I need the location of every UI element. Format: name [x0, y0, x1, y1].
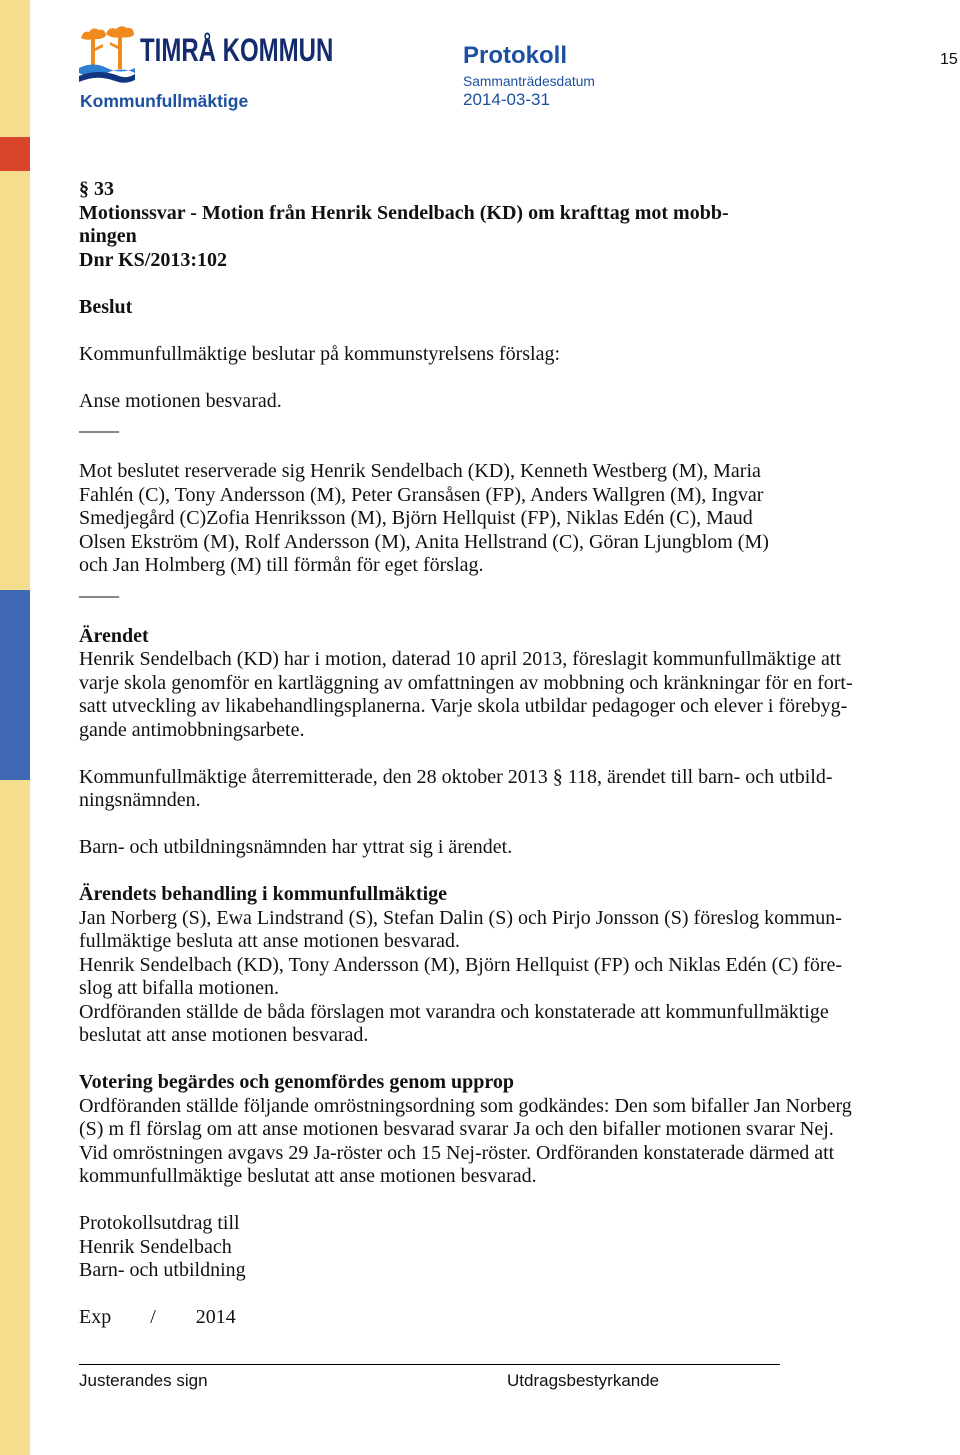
- trees-logo-icon: [79, 24, 135, 86]
- reservation-line: Smedjegård (C)Zofia Henriksson (M), Björn Hellquist (FP), Niklas Edén (C), Maud: [79, 507, 753, 529]
- distribution-heading: Protokollsutdrag till: [79, 1212, 240, 1234]
- vote-line: (S) m fl förslag om att anse motionen besvarad svarar Ja och den bifaller motionen svarar Nej.: [79, 1118, 834, 1140]
- case-line: gande antimobbningsarbete.: [79, 718, 305, 741]
- paragraph-title-line: Motionssvar - Motion från Henrik Sendelbach (KD) om krafttag mot mobb-: [79, 201, 729, 224]
- separator-line: ____: [79, 413, 119, 435]
- treatment-line: Ordföranden ställde de båda förslagen mot varandra och konstaterade att kommunfullmäktige: [79, 1000, 829, 1023]
- committee-name: Kommunfullmäktige: [80, 91, 249, 111]
- blank-line: [79, 601, 939, 625]
- blank-line: [79, 272, 939, 296]
- case-line: Henrik Sendelbach (KD) har i motion, daterad 10 april 2013, föreslagit kommunfullmäktige att: [79, 648, 842, 670]
- blank-line: [79, 319, 939, 343]
- case-line: Kommunfullmäktige återremitterade, den 28 oktober 2013 § 118, ärendet till barn- och utbild-: [79, 765, 833, 788]
- meeting-date: 2014-03-31: [463, 90, 550, 109]
- vote-line: Vid omröstningen avgavs 29 Ja-röster och 15 Nej-röster. Ordföranden konstaterade därmed att: [79, 1141, 835, 1164]
- blank-line: [79, 1048, 939, 1072]
- case-line: Barn- och utbildningsnämnden har yttrat sig i ärendet.: [79, 836, 513, 858]
- case-number: Dnr KS/2013:102: [79, 248, 227, 271]
- treatment-line: Henrik Sendelbach (KD), Tony Andersson (M), Björn Hellquist (FP) och Niklas Edén (C) före-: [79, 953, 843, 976]
- treatment-line: slog att bifalla motionen.: [79, 977, 279, 999]
- document-type: Protokoll: [463, 42, 568, 69]
- paragraph-number: § 33: [79, 178, 114, 200]
- distribution-recipient: Barn- och utbildning: [79, 1259, 246, 1281]
- vote-line: kommunfullmäktige beslutat att anse motionen besvarad.: [79, 1165, 537, 1187]
- reservation-line: Mot beslutet reserverade sig Henrik Sendelbach (KD), Kenneth Westberg (M), Maria: [79, 460, 761, 482]
- reservation-line: och Jan Holmberg (M) till förmån för eget förslag.: [79, 554, 484, 576]
- footer-rule: [79, 1364, 780, 1365]
- decision-text: Anse motionen besvarad.: [79, 389, 282, 412]
- distribution-recipient: Henrik Sendelbach: [79, 1235, 232, 1258]
- color-strip: [0, 0, 30, 1455]
- treatment-heading: Ärendets behandling i kommunfullmäktige: [79, 883, 448, 905]
- blank-line: [79, 1189, 939, 1213]
- vote-line: Ordföranden ställde följande omröstningsordning som godkändes: Den som bifaller Jan Norberg: [79, 1094, 852, 1117]
- meeting-date-label: Sammanträdesdatum: [463, 74, 595, 89]
- dispatch-line: [79, 1306, 939, 1330]
- blank-line: [79, 1283, 939, 1307]
- vote-heading: Votering begärdes och genomfördes genom upprop: [79, 1071, 515, 1093]
- dispatch-label: Exp: [79, 1306, 112, 1328]
- footer-adjusters-sign: Justerandes sign: [79, 1371, 208, 1390]
- municipality-logo: [79, 24, 135, 86]
- protocol-body: [79, 178, 939, 1330]
- strip-segment-yellow: [0, 780, 30, 1455]
- reservation-line: Olsen Ekström (M), Rolf Andersson (M), Anita Hellstrand (C), Göran Ljungblom (M): [79, 530, 769, 553]
- page-number: 15: [940, 51, 958, 68]
- municipality-name: TIMRÅ KOMMUN: [140, 32, 334, 68]
- blank-line: [79, 813, 939, 837]
- decision-intro: Kommunfullmäktige beslutar på kommunstyrelsens förslag:: [79, 342, 561, 365]
- strip-segment-yellow: [0, 171, 30, 590]
- case-line: varje skola genomför en kartläggning av omfattningen av mobbning och kränkningar för en fort-: [79, 671, 853, 694]
- dispatch-slash: /: [150, 1306, 156, 1328]
- decision-heading: Beslut: [79, 295, 133, 318]
- strip-segment-yellow: [0, 0, 30, 137]
- dispatch-year: 2014: [195, 1306, 236, 1328]
- footer-extract-certification: Utdragsbestyrkande: [507, 1371, 660, 1390]
- blank-line: [79, 366, 939, 390]
- blank-line: [79, 860, 939, 884]
- paragraph-title-line: ningen: [79, 225, 137, 247]
- case-line: satt utveckling av likabehandlingsplanerna. Varje skola utbildar pedagoger och elever i förebyg-: [79, 695, 848, 717]
- reservation-line: Fahlén (C), Tony Andersson (M), Peter Gransåsen (FP), Anders Wallgren (M), Ingvar: [79, 483, 764, 506]
- blank-line: [79, 742, 939, 766]
- blank-line: [79, 437, 939, 461]
- separator-line: ____: [79, 577, 119, 600]
- strip-segment-blue: [0, 590, 30, 780]
- treatment-line: beslutat att anse motionen besvarad.: [79, 1024, 369, 1046]
- treatment-line: Jan Norberg (S), Ewa Lindstrand (S), Stefan Dalin (S) och Pirjo Jonsson (S) föreslog kommun-: [79, 906, 842, 929]
- case-heading: Ärendet: [79, 624, 149, 647]
- strip-segment-red: [0, 137, 30, 171]
- treatment-line: fullmäktige besluta att anse motionen besvarad.: [79, 930, 460, 952]
- case-line: ningsnämnden.: [79, 789, 201, 811]
